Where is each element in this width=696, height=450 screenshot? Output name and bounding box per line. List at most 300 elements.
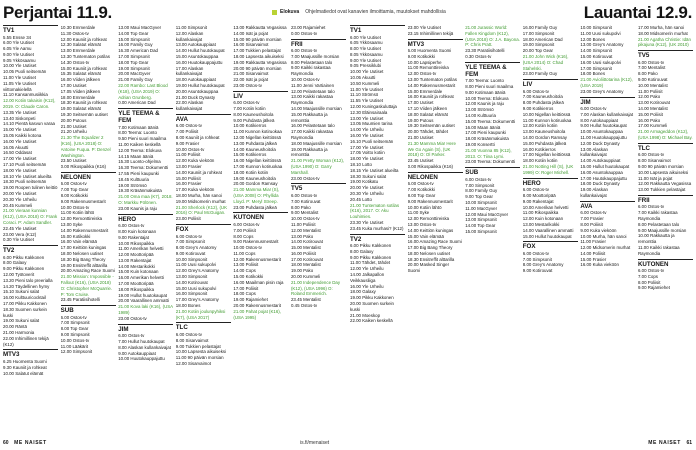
program-entry: 6.00 Ostos-tv xyxy=(637,268,665,274)
program-entry: 12.00 Bones xyxy=(580,36,606,42)
program-entry: 18.10 Lotto xyxy=(350,162,372,168)
program-entry: 8.00 Grey's Anatomy xyxy=(175,245,217,251)
program-entry: 6.00 Ostos-tv xyxy=(60,314,87,320)
program-entry: 16.00 Family Guy xyxy=(522,25,558,30)
program-entry: 8.00 Kotikokki xyxy=(60,193,88,199)
program-entry: 8.00 Kuin kotonaan xyxy=(118,228,157,234)
program-entry: 12.00 Kotiin kotiin xyxy=(522,123,558,129)
program-entry: 17.00 Big Bang Theory xyxy=(407,245,453,251)
program-entry: 14.20 Täydellinen hymy xyxy=(3,283,50,289)
program-entry: 16.00 Maailman pisin raja xyxy=(233,279,284,285)
program-entry: 23.00 Puhdasta jälkeä xyxy=(233,204,277,210)
program-entry: 19.00 Rakkautta Vegasissa xyxy=(233,59,287,65)
channel-name: LIV xyxy=(233,91,288,100)
program-entry: 8.00 Pako xyxy=(290,204,311,210)
program-entry: 20.00 Amazing Race Suomi xyxy=(60,268,115,274)
program-entry: 17.00 Poliisit xyxy=(233,285,259,291)
program-entry: 18.00 American Dad xyxy=(522,36,563,42)
program-entry: 8.00 Yle Uutiset xyxy=(350,46,381,52)
program-entry: 17.00 Murha, hän sanoi xyxy=(637,25,685,30)
program-entry: 15.00 Poliisit xyxy=(175,175,201,181)
channel-block xyxy=(176,224,231,320)
program-entry: 23.00 Ostos-tv xyxy=(233,82,262,88)
program-entry: 15.00 Kuin kotonaan xyxy=(118,269,159,275)
program-entry: 13.00 Grey's Anatomy xyxy=(580,42,624,48)
program-entry: 8.00 Galaxy xyxy=(3,260,27,266)
program-entry: 12.00 Alaskan kullankaivajat xyxy=(175,30,204,42)
program-entry: 8.00 Poliisit xyxy=(637,279,661,285)
program-entry: 16.00 Pako xyxy=(637,117,661,123)
program-entry: 6.00 Pikku Kakkonen xyxy=(350,243,392,249)
channel-block xyxy=(176,322,231,366)
program-entry: 9.00 Hullut huutokaupat xyxy=(580,123,627,129)
program-entry: 17.00 Kotirouvat xyxy=(290,256,323,262)
program-entry: 18.00 Cops xyxy=(233,291,256,297)
program-entry: 14.00 Kotirouvat xyxy=(175,279,208,285)
listing-column xyxy=(638,25,693,435)
program-entry: 10.00 Mentalist xyxy=(637,82,668,88)
program-entry: 22.00 Alaskan kullankaivajat xyxy=(175,100,204,112)
page-title-saturday: Lauantai 12.9. xyxy=(583,3,692,22)
program-entry: 11.00 Amerikan helvetti xyxy=(118,246,164,252)
channel-name: FOX xyxy=(523,241,578,250)
program-entry: 10.00 Ostos-tv xyxy=(60,337,90,343)
program-entry: 12.00 Rakennusmestarit xyxy=(233,256,281,262)
program-entry: 16.00 Kuka vieköön xyxy=(580,262,619,268)
program-entry: 18.30 Big Bang Theory xyxy=(60,256,106,262)
program-entry: 7.00 Teema: Luonto xyxy=(465,78,504,84)
program-entry: 0.30 Ostos-tv xyxy=(465,53,492,59)
program-entry: 8.00 Teema: Luonto xyxy=(118,130,157,136)
program-entry: 6.25 Huomenta Suomi xyxy=(3,358,47,364)
program-entry: 17.00 Moottoripää xyxy=(118,281,154,287)
program-entry: 10.05 Akuutti xyxy=(350,75,376,81)
program-entry: 15.30 Luonto-ohjelma xyxy=(118,159,161,165)
program-entry: 9.00 Mentalist xyxy=(290,210,319,216)
program-entry: 16.00 Yle Urheilu xyxy=(350,283,384,289)
channel-name: TLC xyxy=(638,143,693,152)
program-entry: 9.00 Rakennusmestarit xyxy=(407,198,453,204)
channel-name: NELONEN xyxy=(61,172,116,181)
program-entry: 11.00 Poliisit xyxy=(290,221,316,227)
program-entry: 19.30 Seitsemän uutiset xyxy=(407,123,455,129)
channel-name: KUTONEN xyxy=(638,259,693,268)
program-entry: 19.00 Simpsonit xyxy=(118,65,150,71)
program-entry: 12.00 Remonttireiska xyxy=(60,216,103,222)
listing-column xyxy=(176,25,231,435)
program-entry: 13.30 Tuntematon potilas xyxy=(60,53,110,59)
program-entry: 11.00 Tähdet, tähdet xyxy=(350,260,391,266)
program-entry: 19.00 Strömsö xyxy=(118,182,147,188)
program-entry: 11.00 Uusi sukupolvi xyxy=(580,30,621,36)
program-entry: 16.00 Asuntokauppaa xyxy=(580,169,623,175)
program-entry: 8.00 Pelastetaan talo xyxy=(637,221,680,227)
program-entry: 13.00 Tuntematon potilas xyxy=(407,77,457,83)
channel-block xyxy=(523,79,578,175)
program-entry: 19.00 Pako xyxy=(290,268,314,274)
program-entry: 15.35 Salatut elämät xyxy=(60,71,101,77)
program-entry: 21.00 Uutiset xyxy=(407,135,434,141)
listing-column xyxy=(61,25,116,435)
program-entry: 7.00 Kotimaan ääniä xyxy=(118,124,159,130)
program-entry: 9.00 Kotirouvat xyxy=(175,250,206,256)
listing-column xyxy=(408,25,463,435)
program-entry: 21.00 Duck Dynasty xyxy=(175,94,216,100)
program-entry: 18.30 Suomen surkein kuski xyxy=(3,306,47,318)
program-entry: 11.00 MacGyver xyxy=(465,205,498,211)
program-entry: 23.00 Yle Uutiset xyxy=(407,25,441,30)
film-entry: 12.00 Kotiin takaisin (K12), 2019. O: Claude Caron. xyxy=(3,98,56,110)
film-entry: 21.00 Oma maa (K7), 2018. O: Markku Pölönen. xyxy=(118,194,173,206)
program-entry: 0.30 Yle Uutiset xyxy=(3,237,34,243)
program-entry: 13.00 Emmerdale xyxy=(60,48,96,54)
program-entry: 18.00 Maajussille morsian xyxy=(290,140,342,146)
program-entry: 20.00 90 päivän morsian xyxy=(233,65,282,71)
program-entry: 6.00 Ostos-tv xyxy=(60,181,87,187)
channel-block xyxy=(3,245,58,347)
program-entry: 23.00 Teema: Dokumentti xyxy=(465,159,516,165)
channel-block xyxy=(638,143,693,193)
channel-name: FRII xyxy=(638,195,693,204)
channel-block xyxy=(523,25,578,77)
program-entry: 15.00 Rakkautta ja remonttia xyxy=(290,111,328,123)
program-entry: 19.00 Rajamiehet xyxy=(233,297,268,303)
program-entry: 16.50 Oddasat xyxy=(3,150,32,156)
program-entry: 13.05 Muumien tarina xyxy=(350,121,393,127)
film-entry: 21.00 John Wick (K16), (USA 2014) O: Chad Stahelski. xyxy=(522,53,569,71)
program-entry: 14.30 Ostos-tv xyxy=(60,59,90,65)
program-entry: 14.00 Jalkapallon Veikkausliiga xyxy=(350,272,385,283)
program-entry: 17.00 Yle Uutiset xyxy=(350,144,384,150)
program-entry: 10.00 Simpsonit xyxy=(175,256,208,262)
listing-column xyxy=(523,25,578,435)
program-entry: 9.00 90 päivän morsian xyxy=(637,163,684,169)
program-entry: 7.00 Alaskan kullankaivajat xyxy=(580,111,634,117)
program-entry: 10.00 Asuntokauppaa xyxy=(580,129,623,135)
channel-name: YLE TEEMA & FEM xyxy=(465,62,520,78)
program-entry: 11.00 Kunnon kotiruokaa xyxy=(522,117,572,123)
program-entry: 11.00 Simpsonit xyxy=(175,25,207,30)
program-entry: 10.00 Kotiin lähtö xyxy=(407,204,442,210)
film-entry: 21.00 Armageddon (K12), (USA 1998) O: Michael Bay. xyxy=(637,129,693,141)
program-entry: 10.00 Salatut elämät xyxy=(3,370,44,376)
program-entry: 6.00 Ostos-tv xyxy=(233,221,260,227)
program-entry: 17.00 Kunnon kotiruokaa xyxy=(233,164,283,170)
program-entry: 9.00 Tukkien pelastajat xyxy=(175,343,221,349)
program-entry: 13.00 Pako xyxy=(290,233,314,239)
program-entry: 7.00 Kaikki rakastaa Raymondia xyxy=(637,210,678,222)
channel-name: TV2 xyxy=(350,234,405,243)
program-entry: 10.00 Teema: Elokuva xyxy=(465,95,509,101)
program-entry: 13.00 Kaikki rakastaa Raymondia xyxy=(290,94,333,106)
program-entry: 11.00 90 päivän morsian xyxy=(175,355,224,361)
program-entry: 17.10 Puoli seitsemän xyxy=(3,162,47,168)
program-entry: 18.00 Kräsänmakuista xyxy=(465,136,509,142)
channel-name: TV5 xyxy=(291,183,346,192)
program-entry: 6.00 Ostos-tv xyxy=(175,233,202,239)
program-entry: 15.00 Hullut huutokaupat xyxy=(580,164,630,170)
program-entry: 9.00 Puhdasta jälkeä xyxy=(233,117,275,123)
program-entry: 14.00 Autokauppiaat xyxy=(580,158,621,164)
program-entry: 6.00 Ostos-tv xyxy=(465,176,492,182)
program-entry: 12.00 Duck Dynasty xyxy=(580,140,620,146)
program-entry: 8.00 Sisarvaimot xyxy=(637,158,671,164)
program-entry: 18.30 Puoli seitsemän xyxy=(3,179,47,185)
program-entry: 20.00 MacGyver xyxy=(118,71,151,77)
program-entry: 7.00 Poliisit xyxy=(175,129,199,135)
program-entry: 8.00 Alaskan kullankaivajat xyxy=(118,344,171,350)
program-entry: 16.30 American Dad xyxy=(118,48,158,54)
program-entry: 19.00 Roopen tulinen keittiö xyxy=(3,185,58,191)
channel-name: AVA xyxy=(176,114,231,123)
program-entry: 6.05 Yle Aamu xyxy=(3,46,32,52)
program-entry: 10.00 Lapsesta aikuiseksi xyxy=(637,169,689,175)
program-entry: 7.00 Poliisit xyxy=(233,227,256,233)
program-entry: 11.00 Isät ja pojat xyxy=(637,175,673,181)
listing-column xyxy=(291,25,346,435)
program-entry: 12.00 Midsomerin murhat xyxy=(580,245,631,251)
program-entry: 14.00 Kulttuuria xyxy=(465,113,496,119)
program-entry: 17.00 Uutiset xyxy=(407,100,434,106)
program-entry: 13.40 Siskonpeti xyxy=(3,115,36,121)
program-entry: 8.05 Ykkösaamu xyxy=(350,51,383,57)
program-entry: 10.00 Lapsesta aikuiseksi xyxy=(175,349,227,355)
left-page-listings xyxy=(3,25,346,435)
program-entry: 11.00 Lääkärit xyxy=(60,343,89,349)
program-entry: 6.00 Ostos-tv xyxy=(522,250,549,256)
program-entry: 15.00 Uusi sukupolvi xyxy=(175,285,217,291)
program-entry: 12.00 Rakkautta Vegasissa xyxy=(637,181,692,187)
program-entry: 9.00 Top Gear xyxy=(465,194,493,200)
program-entry: 13.00 Kotirouvat xyxy=(637,100,670,106)
program-entry: 12.00 Maui MacGyver xyxy=(465,211,509,217)
program-entry: 18.00 Lapsesta aikuiseksi xyxy=(233,53,284,59)
program-entry: 16.00 Kulttuuricocktail xyxy=(3,295,46,301)
program-entry: 11.00 Kunnon kotiruokaa xyxy=(233,129,282,135)
program-entry: 0.45 Ostos-tv xyxy=(290,303,318,309)
channel-name: MTV3 xyxy=(408,39,463,48)
channel-name: LIV xyxy=(523,79,578,88)
channel-block xyxy=(3,25,58,243)
program-entry: 15.05 Kaikki kotona xyxy=(3,133,42,139)
program-entry: 14.00 Kauneushoitola xyxy=(233,146,276,152)
program-entry: 7.00 Hullut huutokaupat xyxy=(118,338,165,344)
film-entry: 22.00 Rambo: Last Blood (K18), (USA 2019) O: Adrian Grunberg. xyxy=(118,82,168,100)
channel-block xyxy=(118,324,173,362)
channel-block xyxy=(638,195,693,257)
film-entry: 21.00 Vieraan kunnian (K12), (USA 2018) O: Frank Coraci. P: Adam Sandler. xyxy=(3,208,58,225)
program-entry: 8.00 Family Guy xyxy=(465,188,498,194)
program-entry: 19.00 Hullut huutokaupat xyxy=(118,292,168,298)
program-entry: 21.00 Moeskop xyxy=(350,312,381,318)
program-entry: 12.00 Ostos-tv xyxy=(407,71,437,77)
page-number-right: 61 xyxy=(686,440,692,446)
film-entry: 21.00 Mission: Impossible - Fallout (K16), (USA 2018) O: Christopher McQuarrie. P: Tom Cruise. xyxy=(60,274,114,297)
program-entry: 16.00 Uusi sukupolvi xyxy=(580,59,621,65)
program-entry: 20.00 Top Gear xyxy=(522,48,553,54)
program-entry: 7.00 Top Gear xyxy=(60,187,89,193)
program-entry: 17.00 Alaskan kullankaivajat xyxy=(175,65,204,77)
program-entry: 14.00 Hullut huutokaupat xyxy=(175,48,225,54)
program-entry: 7.00 Mentalist xyxy=(637,65,666,71)
magazine-name-right: ME NAISET xyxy=(648,440,681,446)
program-entry: 6.00 Ostos-tv xyxy=(175,331,202,337)
program-entry: 8.00 Kauniit ja rohkeat xyxy=(175,135,220,141)
program-entry: 9.00 Simpsonit xyxy=(60,332,90,338)
program-entry: 10.00 Nigellan keittiössä xyxy=(522,111,571,117)
program-entry: 10.50 Kummeli xyxy=(350,80,380,86)
program-entry: 6.00 Huomenta Suomi xyxy=(407,48,452,54)
program-entry: 12.00 Yle Urheilu xyxy=(350,266,384,272)
program-entry: 9.00 Kotirouvat xyxy=(522,268,553,274)
program-entry: 8.00 Cops xyxy=(233,233,254,239)
program-entry: 15.00 Yle Uutiset xyxy=(3,127,37,133)
program-entry: 17.55 Pieni kaupunki xyxy=(118,171,159,177)
program-entry: 22.00 Kaiken keskellä xyxy=(350,318,393,324)
program-entry: 18.45 Kulttuuria xyxy=(118,176,149,182)
program-entry: 11.00 Cops xyxy=(233,250,256,256)
program-entry: 7.00 Simpsonit xyxy=(175,239,205,245)
legend-swatch xyxy=(272,10,277,15)
program-entry: 5.55 Ensse 34 xyxy=(3,34,32,40)
program-entry: 20.30 Yle Urheilu xyxy=(3,196,37,202)
program-entry: 21.00 Uutiset xyxy=(60,123,87,129)
program-entry: 17.00 Simpsonit xyxy=(522,30,555,36)
program-entry: 18.30 Ensitreffit alttarilla xyxy=(407,256,455,262)
listing-column xyxy=(233,25,288,435)
channel-block xyxy=(233,91,288,211)
program-entry: 9.00 Kaikki rakastaa Raymondia xyxy=(290,65,331,77)
program-entry: 19.00 Rakkautta ja remonttia xyxy=(290,146,328,158)
program-entry: 19.00 Konsertti xyxy=(465,142,495,148)
program-entry: 14.00 Yle Urheilu xyxy=(350,127,384,133)
program-entry: 6.05 Ykkösaamu xyxy=(350,40,383,46)
program-entry: 9.00 Rakentajat xyxy=(522,198,554,204)
program-entry: 12.00 Nigellan keittiössä xyxy=(233,135,281,141)
listing-column xyxy=(350,25,405,435)
program-entry: 8.00 Top Gear xyxy=(407,192,436,198)
program-entry: 23.30 Paratiisihotelli xyxy=(465,48,505,54)
channel-block xyxy=(638,259,693,292)
program-entry: 13.35 Yle Uutiset xyxy=(3,109,37,115)
footer-right xyxy=(648,440,692,446)
program-entry: 9.00 Rajamiehet xyxy=(637,285,670,291)
program-entry: 13.00 Yle Uutiset xyxy=(350,115,384,121)
program-entry: 17.10 Viiden jälkeen xyxy=(407,106,448,112)
program-entry: 23.00 Ostos-tv xyxy=(290,175,320,181)
channel-name: TLC xyxy=(176,322,231,331)
footer-url: is.fi/menaiset xyxy=(300,440,330,446)
program-entry: 11.00 Uusi sukupolvi xyxy=(175,262,216,268)
program-entry: 16.00 Sisarvaimot xyxy=(233,42,269,48)
program-entry: 20.45 Lotto xyxy=(350,196,372,202)
channel-block xyxy=(118,108,173,211)
program-entry: 11.10 Kansanmusiikkia xyxy=(3,92,48,98)
program-entry: 15.00 Kauniit ja rohkeat xyxy=(60,65,107,71)
program-entry: 12.30 Salatut elämät xyxy=(60,42,101,48)
program-entry: 14.15 Maan ääniä xyxy=(118,153,154,159)
program-entry: 11.00 Syke xyxy=(407,210,430,216)
film-entry: 21.00 Agatha Christie: Idän pikajuna (K12), (UK 2010) xyxy=(637,36,691,48)
channel-name: FOX xyxy=(176,224,231,233)
program-entry: 6.00 Ostos-tv xyxy=(522,88,549,94)
program-entry: 11.00 Kotiin lähtö xyxy=(60,210,95,216)
program-entry: 20.00 Asuntokauppaa xyxy=(175,88,219,94)
program-entry: 12.00 Remonttireiska xyxy=(407,216,450,222)
program-entry: 17.05 Voitto kotiin xyxy=(350,150,385,156)
channel-block xyxy=(118,25,173,106)
program-entry: 18.00 Nelosen uutiset xyxy=(407,250,451,256)
program-entry: 9.00 Pikku Kakkonen xyxy=(3,266,45,272)
program-entry: 13.00 Kauneushoitola xyxy=(522,129,566,135)
program-entry: 19.00 Midsomerin murhat xyxy=(175,198,226,204)
program-entry: 11.00 Huutokauppajuttu xyxy=(580,135,627,141)
channel-name: FRII xyxy=(291,39,346,48)
program-entry: 12.00 Kuka vieköön xyxy=(175,158,215,164)
channel-block xyxy=(523,241,578,274)
page-title-friday: Perjantai 11.9. xyxy=(3,3,112,22)
program-entry: 16.00 Yle Uutiset xyxy=(3,138,37,144)
program-entry: 13.00 Poliisit xyxy=(233,262,259,268)
program-entry: 13.00 Ostos-tv xyxy=(407,221,437,227)
program-entry: 13.00 Tukkien pelastajat xyxy=(637,187,686,193)
program-entry: 22.00 Inhimillinen tekijä (K12) xyxy=(3,335,49,347)
program-entry: 18.00 Top Gear xyxy=(118,59,149,65)
program-entry: 18.00 Mentalist xyxy=(290,262,321,268)
program-entry: 23.45 Kuka murhasi? (K12) xyxy=(350,225,404,231)
program-entry: 8.00 Grey's Anatomy xyxy=(522,262,564,268)
channel-block xyxy=(638,50,693,141)
program-entry: 7.00 Kotikokki xyxy=(407,187,435,193)
program-entry: 9.05 Ykkösaamu xyxy=(3,57,36,63)
program-entry: 18.00 Bones xyxy=(175,303,201,309)
program-entry: 12.00 Kuin kotonaan xyxy=(522,216,564,222)
program-entry: 18.00 Emmerdale xyxy=(60,94,96,100)
program-entry: 8.00 Moottoripää xyxy=(522,192,556,198)
program-entry: 13.00 Simpsonit xyxy=(175,274,208,280)
program-entry: 19.00 Hullut huutokaupat xyxy=(175,82,225,88)
program-entry: 6.00 Ostos-tv xyxy=(637,59,665,65)
program-entry: 23.00 Poliisit xyxy=(175,216,201,222)
program-entry: 20.00 Vaarallinen ammatti xyxy=(118,298,169,304)
program-entry: 21.00 Sisarvaimot xyxy=(233,71,269,77)
program-entry: 23.00 Vera (K12) xyxy=(3,231,37,237)
program-entry: 11.00 Poliisit xyxy=(637,88,663,94)
program-entry: 15.00 Vain elämää xyxy=(407,233,444,239)
program-entry: 15.00 Mentalist xyxy=(290,245,321,251)
program-entry: 23.15 Inhimillinen tekijä xyxy=(407,30,454,36)
program-entry: 6.00 Pikku Kakkonen xyxy=(3,254,45,260)
listing-column xyxy=(465,25,520,435)
program-entry: 8.00 Pako xyxy=(637,71,658,77)
program-entry: 19.00 Ensitreffit alttarilla xyxy=(60,262,108,268)
right-page-listings xyxy=(350,25,693,435)
program-entry: 17.00 Simpsonit xyxy=(580,65,612,71)
channel-block xyxy=(176,114,231,222)
program-entry: 14.00 Vaarallinen ammatti xyxy=(522,227,574,233)
program-entry: 7.00 Simpsonit xyxy=(465,182,495,188)
channel-block xyxy=(176,25,231,112)
program-entry: 19.00 Alaskan kullankaivajat xyxy=(580,187,608,199)
program-entry: 8.00 Galaxy xyxy=(350,248,374,254)
program-entry: 16.00 Poliisit xyxy=(290,250,316,256)
channel-name: JIM xyxy=(580,97,635,106)
program-entry: 10.00 Ostos-tv xyxy=(233,245,262,251)
program-entry: 13.00 Mestarikokki xyxy=(522,221,560,227)
program-entry: 23.00 Kaunis ja raju xyxy=(118,205,157,211)
film-entry: 21.00 Independence Day (K12), (USA 1996) O: Roland Emmerich. xyxy=(290,279,341,297)
program-entry: 10.00 Murha, hän sanoi xyxy=(580,233,627,239)
